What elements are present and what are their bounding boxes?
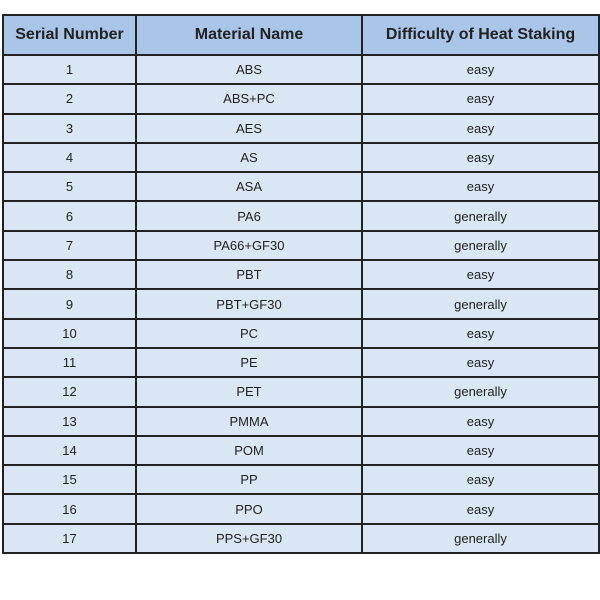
table-row <box>3 524 599 553</box>
cell-material-name: ABS <box>136 55 362 84</box>
cell-material-name: PET <box>136 377 362 406</box>
cell-difficulty: easy <box>362 407 599 436</box>
cell-difficulty: generally <box>362 231 599 260</box>
table-row <box>3 319 599 348</box>
cell-difficulty: easy <box>362 143 599 172</box>
table-row <box>3 84 599 113</box>
cell-material-name: PMMA <box>136 407 362 436</box>
cell-difficulty: easy <box>362 494 599 523</box>
cell-difficulty: generally <box>362 524 599 553</box>
table-container <box>2 14 598 554</box>
cell-serial-number: 10 <box>3 319 136 348</box>
cell-serial-number: 7 <box>3 231 136 260</box>
cell-serial-number: 6 <box>3 201 136 230</box>
table-row <box>3 407 599 436</box>
cell-material-name: PC <box>136 319 362 348</box>
cell-serial-number: 15 <box>3 465 136 494</box>
table-row <box>3 260 599 289</box>
cell-material-name: PPS+GF30 <box>136 524 362 553</box>
cell-difficulty: easy <box>362 436 599 465</box>
cell-serial-number: 5 <box>3 172 136 201</box>
table-row <box>3 465 599 494</box>
header-material-name: Material Name <box>136 15 362 55</box>
table-row <box>3 172 599 201</box>
table-row <box>3 377 599 406</box>
cell-serial-number: 4 <box>3 143 136 172</box>
table-row <box>3 348 599 377</box>
cell-material-name: PBT <box>136 260 362 289</box>
cell-serial-number: 14 <box>3 436 136 465</box>
header-difficulty: Difficulty of Heat Staking <box>362 15 599 55</box>
cell-material-name: PA6 <box>136 201 362 230</box>
cell-difficulty: easy <box>362 319 599 348</box>
header-row <box>3 15 599 55</box>
cell-material-name: ABS+PC <box>136 84 362 113</box>
cell-serial-number: 17 <box>3 524 136 553</box>
cell-difficulty: easy <box>362 465 599 494</box>
cell-serial-number: 12 <box>3 377 136 406</box>
cell-serial-number: 16 <box>3 494 136 523</box>
table-row <box>3 494 599 523</box>
cell-difficulty: generally <box>362 377 599 406</box>
table-row <box>3 289 599 318</box>
cell-material-name: AS <box>136 143 362 172</box>
cell-material-name: PP <box>136 465 362 494</box>
cell-material-name: PBT+GF30 <box>136 289 362 318</box>
cell-serial-number: 13 <box>3 407 136 436</box>
cell-serial-number: 2 <box>3 84 136 113</box>
table-row <box>3 436 599 465</box>
table-row <box>3 114 599 143</box>
cell-serial-number: 11 <box>3 348 136 377</box>
cell-difficulty: easy <box>362 84 599 113</box>
cell-serial-number: 8 <box>3 260 136 289</box>
cell-difficulty: easy <box>362 348 599 377</box>
cell-difficulty: easy <box>362 55 599 84</box>
cell-material-name: POM <box>136 436 362 465</box>
cell-material-name: PE <box>136 348 362 377</box>
cell-serial-number: 1 <box>3 55 136 84</box>
cell-material-name: PPO <box>136 494 362 523</box>
table-row <box>3 231 599 260</box>
cell-difficulty: easy <box>362 114 599 143</box>
header-serial-number: Serial Number <box>3 15 136 55</box>
table-row <box>3 55 599 84</box>
cell-serial-number: 9 <box>3 289 136 318</box>
cell-difficulty: easy <box>362 260 599 289</box>
table-body <box>3 55 599 553</box>
cell-material-name: PA66+GF30 <box>136 231 362 260</box>
table-header <box>3 15 599 55</box>
heat-staking-table <box>2 14 600 554</box>
cell-material-name: ASA <box>136 172 362 201</box>
table-row <box>3 201 599 230</box>
cell-difficulty: generally <box>362 289 599 318</box>
cell-serial-number: 3 <box>3 114 136 143</box>
cell-difficulty: easy <box>362 172 599 201</box>
table-row <box>3 143 599 172</box>
cell-material-name: AES <box>136 114 362 143</box>
cell-difficulty: generally <box>362 201 599 230</box>
